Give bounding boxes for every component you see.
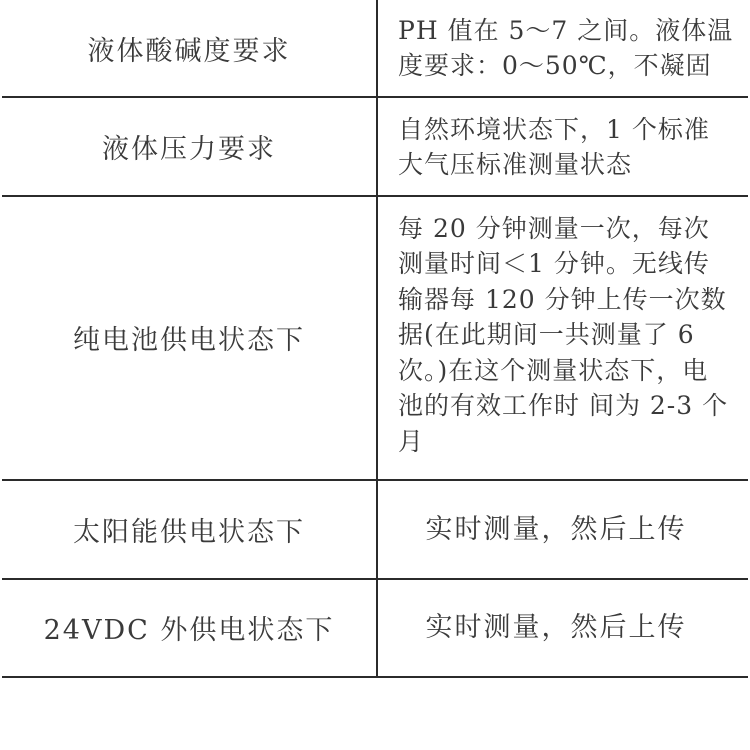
- table-row: [2, 579, 748, 677]
- row-value: PH 值在 5～7 之间。液体温度要求：0～50℃，不凝固: [377, 0, 748, 97]
- table-row: [2, 196, 748, 480]
- row-label: 液体酸碱度要求: [2, 0, 377, 97]
- table-row: [2, 97, 748, 195]
- row-label: 太阳能供电状态下: [2, 480, 377, 578]
- row-label: 24VDC 外供电状态下: [2, 579, 377, 677]
- row-value: 每 20 分钟测量一次，每次测量时间＜1 分钟。无线传输器每 120 分钟上传一次数据(在此期间一共测量了 6 次。)在这个测量状态下，电池的有效工作时 间为 2-3 个月: [377, 196, 748, 480]
- row-label: 纯电池供电状态下: [2, 196, 377, 480]
- spec-table: [2, 0, 748, 678]
- table-row: [2, 480, 748, 578]
- table-row: [2, 0, 748, 97]
- row-value: 自然环境状态下，1 个标准大气压标准测量状态: [377, 97, 748, 195]
- row-value: 实时测量，然后上传: [377, 579, 748, 677]
- row-value: 实时测量，然后上传: [377, 480, 748, 578]
- row-label: 液体压力要求: [2, 97, 377, 195]
